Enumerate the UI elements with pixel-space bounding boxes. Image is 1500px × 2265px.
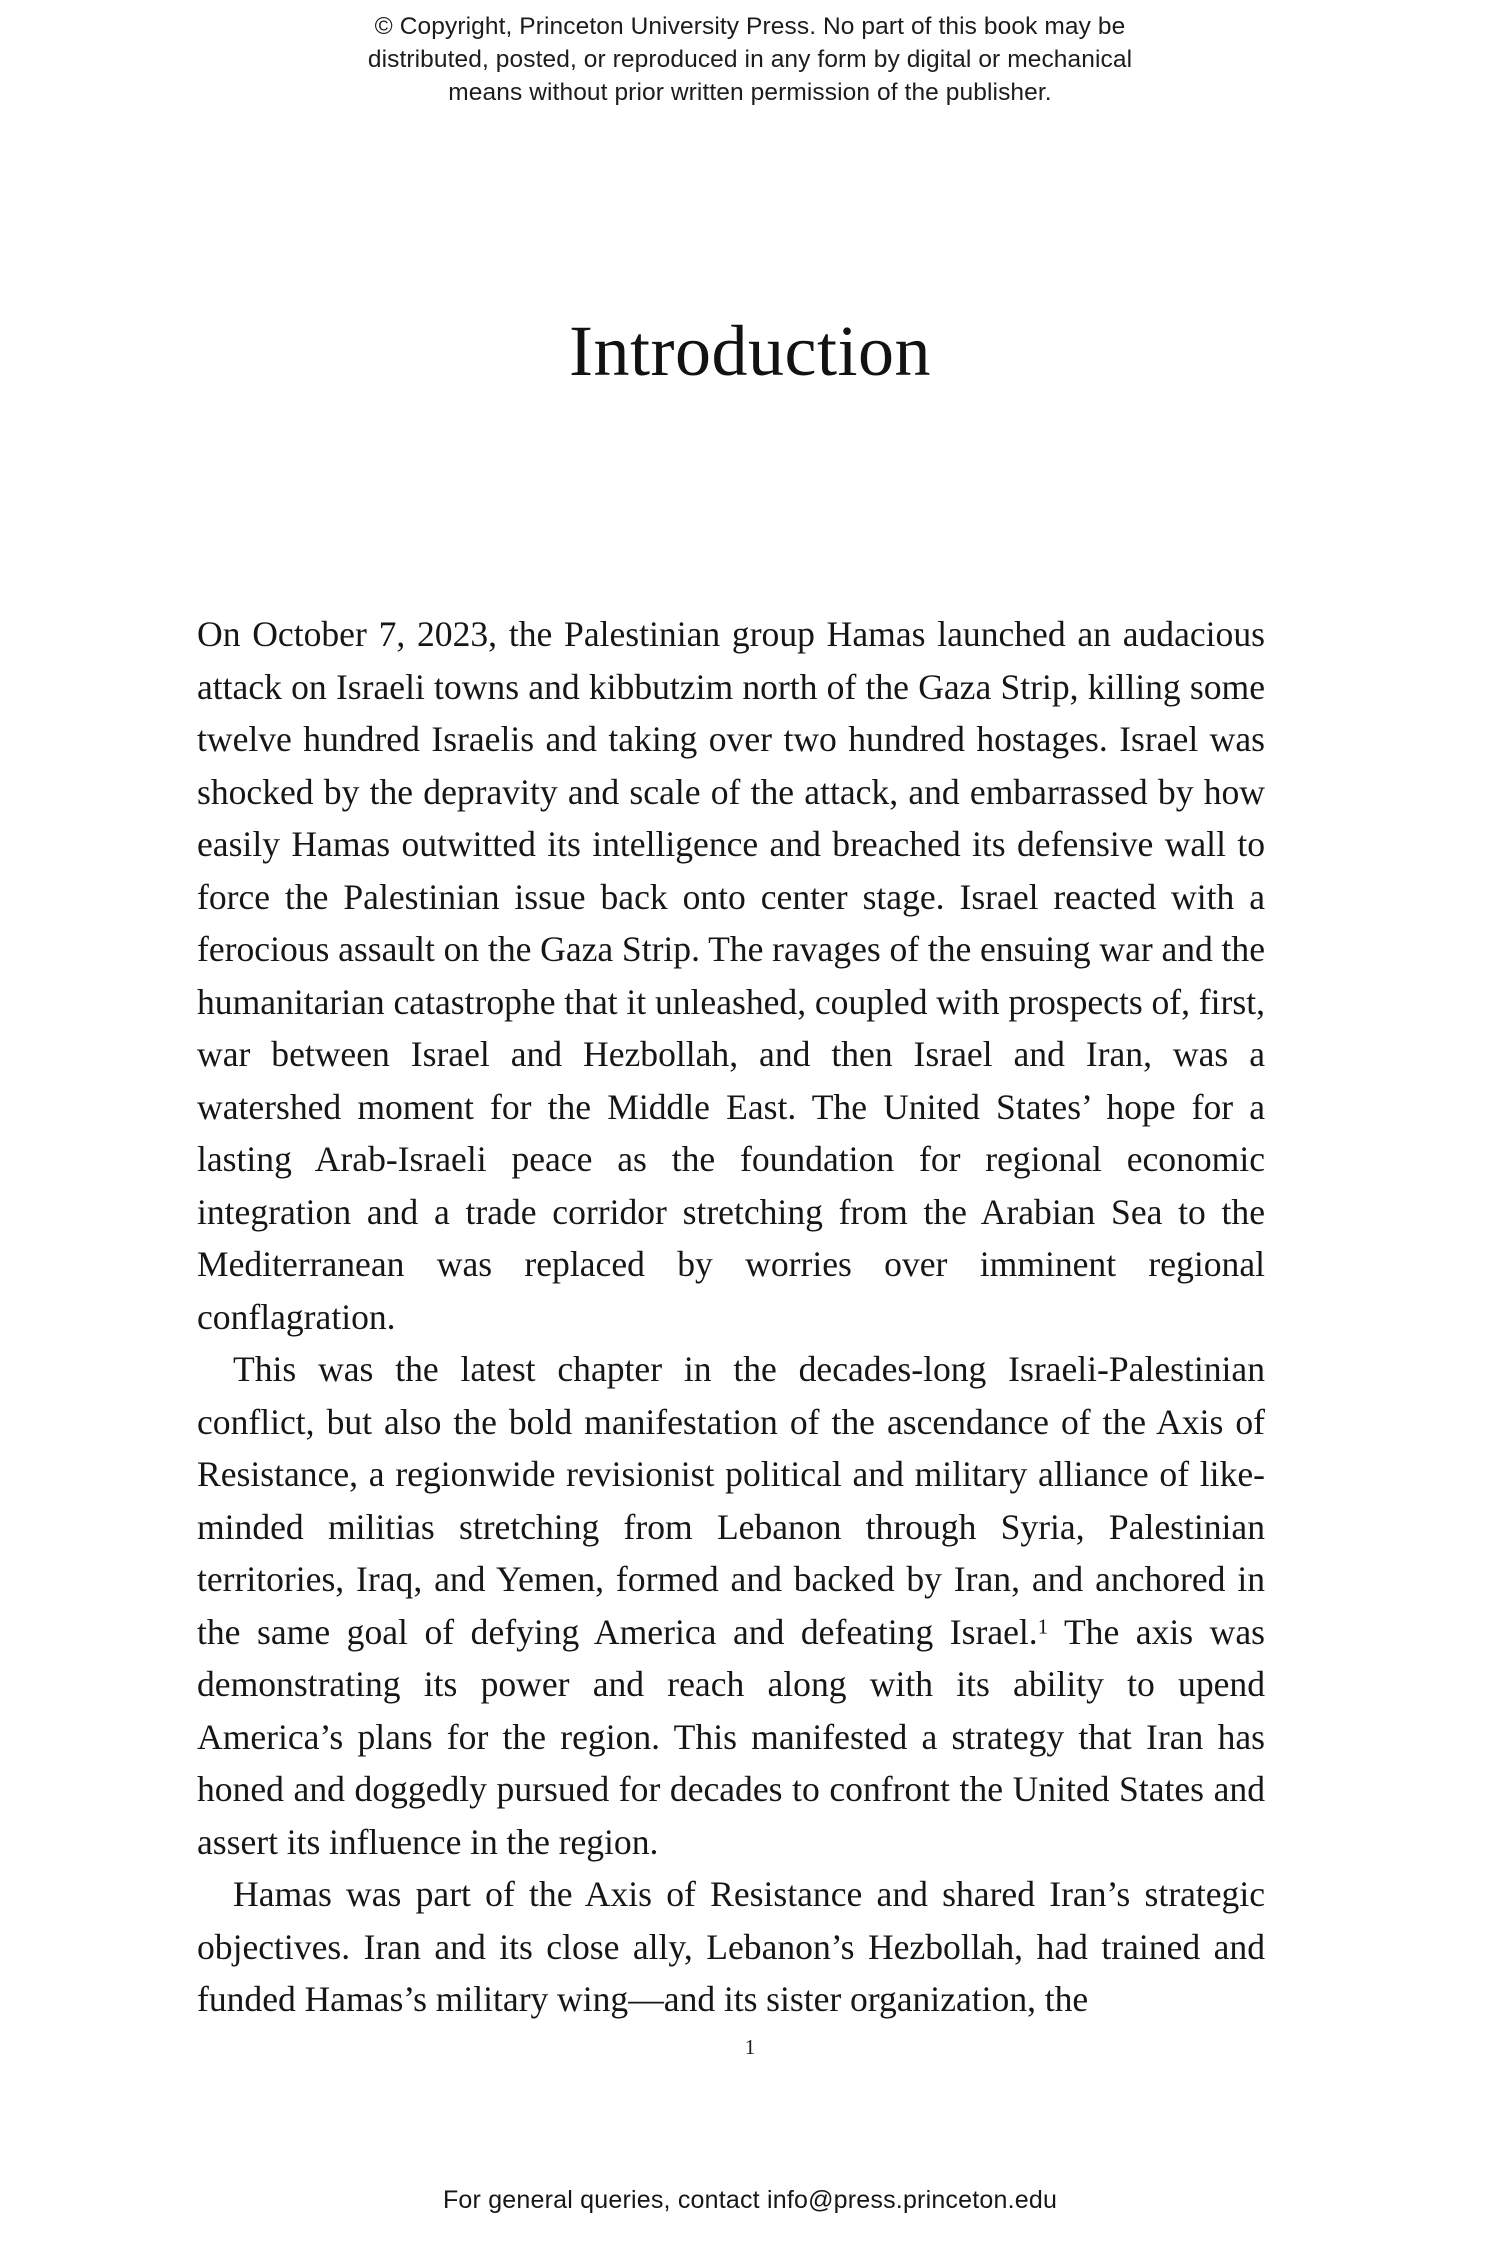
copyright-notice (0, 10, 1500, 109)
footnote-reference-1[interactable]: 1 (1037, 1615, 1049, 1638)
footer-queries-notice: For general queries, contact info@press.princeton.edu (442, 2186, 1058, 2214)
body-text (197, 608, 1265, 2026)
paragraph-3: Hamas was part of the Axis of Resistance and shared Iran’s strategic objectives. Iran and its close ally, Lebanon’s Hezbollah, had trained and funded Hamas’s military wing—and its sister organization, the (197, 1874, 1265, 2019)
paragraph-2-text-part-2: The axis was demonstrating its power and reach along with its ability to upend America’s plans for the region. This manifested a strategy that Iran has honed and doggedly pursued for decades to confront the United States and assert its influence in the region. (197, 1611, 1265, 1862)
paragraph-2-text-part-1: This was the latest chapter in the decades-long Israeli-Palestinian conflict, but also the bold manifestation of the ascendance of the Axis of Resistance, a regionwide revisionist political and military alliance of like-minded militias stretching from Lebanon through Syria, Palestinian territories, Iraq, and Yemen, formed and backed by Iran, and anchored in the same goal of defying America and defeating Israel. (197, 1349, 1265, 1652)
copyright-line-3: means without prior written permission of the publisher. (448, 79, 1052, 106)
copyright-line-1: © Copyright, Princeton University Press. No part of this book may be (374, 13, 1126, 40)
page-number: 1 (744, 2035, 756, 2059)
chapter-title: Introduction (569, 311, 931, 392)
paragraph-2 (197, 1343, 1265, 1868)
paragraph-1: On October 7, 2023, the Palestinian group Hamas launched an audacious attack on Israeli towns and kibbutzim north of the Gaza Strip, killing some twelve hundred Israelis and taking over two hundred hostages. Israel was shocked by the depravity and scale of the attack, and embarrassed by how easily Hamas outwitted its intelligence and breached its defensive wall to force the Palestinian issue back onto center stage. Israel reacted with a ferocious assault on the Gaza Strip. The ravages of the ensuing war and the humanitarian catastrophe that it unleashed, coupled with prospects of, first, war between Israel and Hezbollah, and then Israel and Iran, was a watershed moment for the Middle East. The United States’ hope for a lasting Arab-Israeli peace as the foundation for regional economic integration and a trade corridor stretching from the Arabian Sea to the Mediterranean was replaced by worries over imminent regional conflagration. (197, 614, 1265, 1337)
copyright-line-2: distributed, posted, or reproduced in any form by digital or mechanical (367, 46, 1133, 73)
